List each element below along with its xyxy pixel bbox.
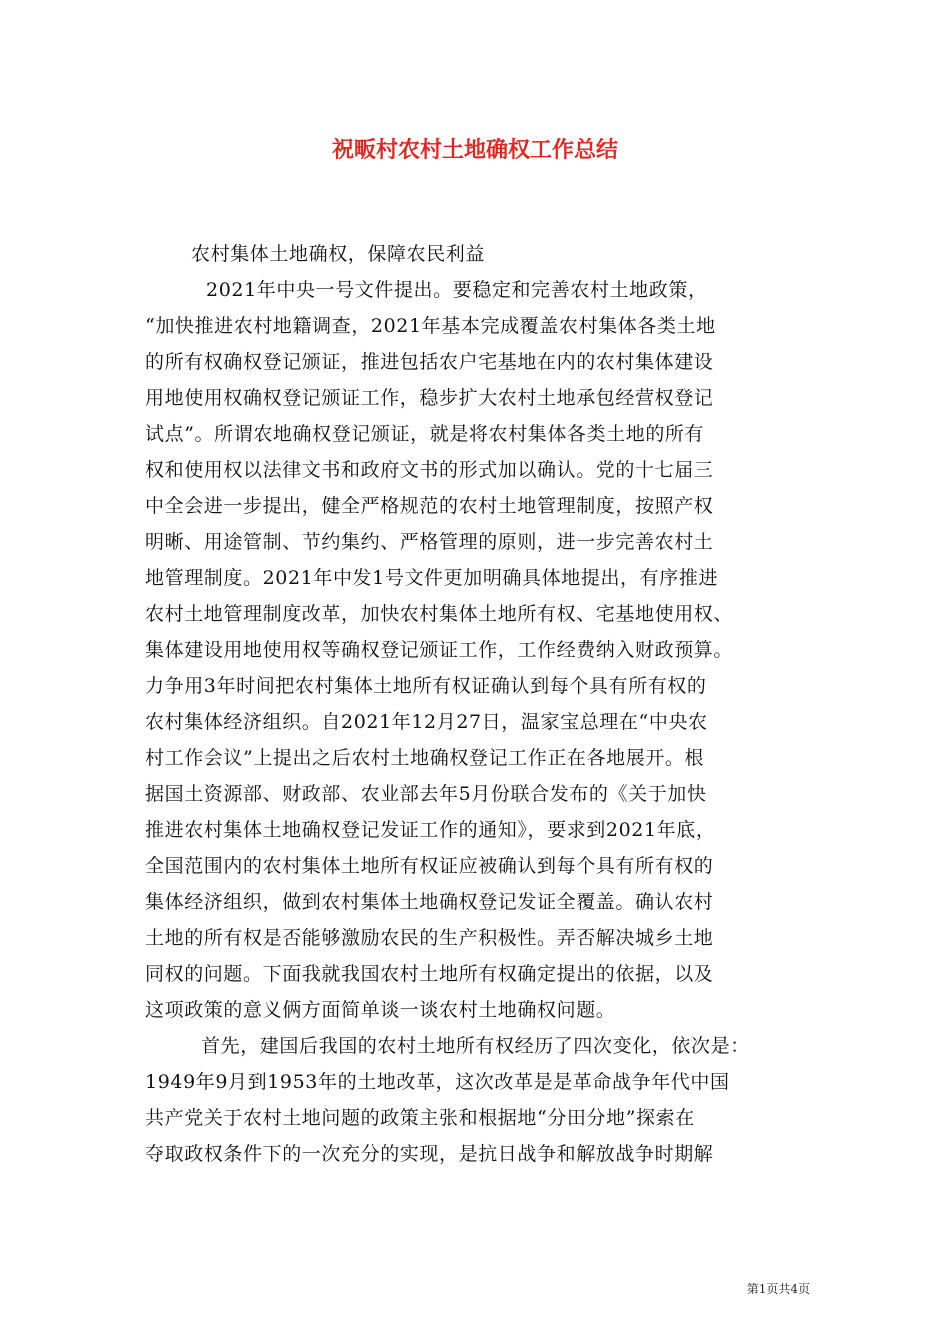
text-line: 全国范围内的农村集体土地所有权证应被确认到每个具有所有权的 [145, 855, 714, 877]
text-line: 农村集体土地确权，保障农民利益 [191, 243, 486, 265]
text-line: 农村土地管理制度改革，加快农村集体土地所有权、宅基地使用权、 [145, 603, 734, 625]
text-line: 同权的问题。下面我就我国农村土地所有权确定提出的依据，以及 [145, 963, 714, 985]
text-line: 农村集体经济组织。自2021年12月27日，温家宝总理在“中央农 [145, 711, 708, 733]
text-line: 试点”。所谓农地确权登记颁证，就是将农村集体各类土地的所有 [145, 423, 705, 445]
text-line: 共产党关于农村土地问题的政策主张和根据地“分田分地”探索在 [145, 1107, 695, 1129]
text-line: 明晰、用途管制、节约集约、严格管理的原则，进一步完善农村土 [145, 531, 714, 553]
text-line: 中全会进一步提出，健全严格规范的农村土地管理制度，按照产权 [145, 495, 714, 517]
text-line: 这项政策的意义俩方面简单谈一谈农村土地确权问题。 [145, 999, 616, 1021]
text-line: 土地的所有权是否能够激励农民的生产积极性。弄否解决城乡土地 [145, 927, 714, 949]
page-number: 第1页共4页 [746, 1282, 810, 1296]
text-line: 村工作会议”上提出之后农村土地确权登记工作正在各地展开。根 [145, 747, 705, 769]
text-line: 权和使用权以法律文书和政府文书的形式加以确认。党的十七届三 [145, 459, 714, 481]
document-title: 祝畈村农村土地确权工作总结 [331, 137, 618, 163]
text-line: 的所有权确权登记颁证，推进包括农户宅基地在内的农村集体建设 [145, 351, 714, 373]
text-line: 夺取政权条件下的一次充分的实现，是抗日战争和解放战争时期解 [145, 1143, 714, 1165]
text-line: 首先，建国后我国的农村土地所有权经历了四次变化，依次是： [201, 1035, 750, 1057]
text-line: 推进农村集体土地确权登记发证工作的通知》，要求到2021年底， [145, 819, 716, 841]
text-line: 力争用3年时间把农村集体土地所有权证确认到每个具有所有权的 [145, 675, 707, 697]
text-line: 据国土资源部、财政部、农业部去年5月份联合发布的《关于加快 [145, 783, 707, 805]
text-line: 1949年9月到1953年的土地改革，这次改革是是革命战争年代中国 [145, 1071, 730, 1093]
text-line: 集体建设用地使用权等确权登记颁证工作，工作经费纳入财政预算。 [145, 639, 734, 661]
text-line: “加快推进农村地籍调查，2021年基本完成覆盖农村集体各类土地 [145, 315, 716, 337]
text-line: 用地使用权确权登记颁证工作，稳步扩大农村土地承包经营权登记 [145, 387, 714, 409]
text-line: 2021年中央一号文件提出。要稳定和完善农村土地政策， [206, 279, 708, 301]
text-line: 集体经济组织，做到农村集体土地确权登记发证全覆盖。确认农村 [145, 891, 714, 913]
text-line: 地管理制度。2021年中发1号文件更加明确具体地提出，有序推进 [145, 567, 719, 589]
